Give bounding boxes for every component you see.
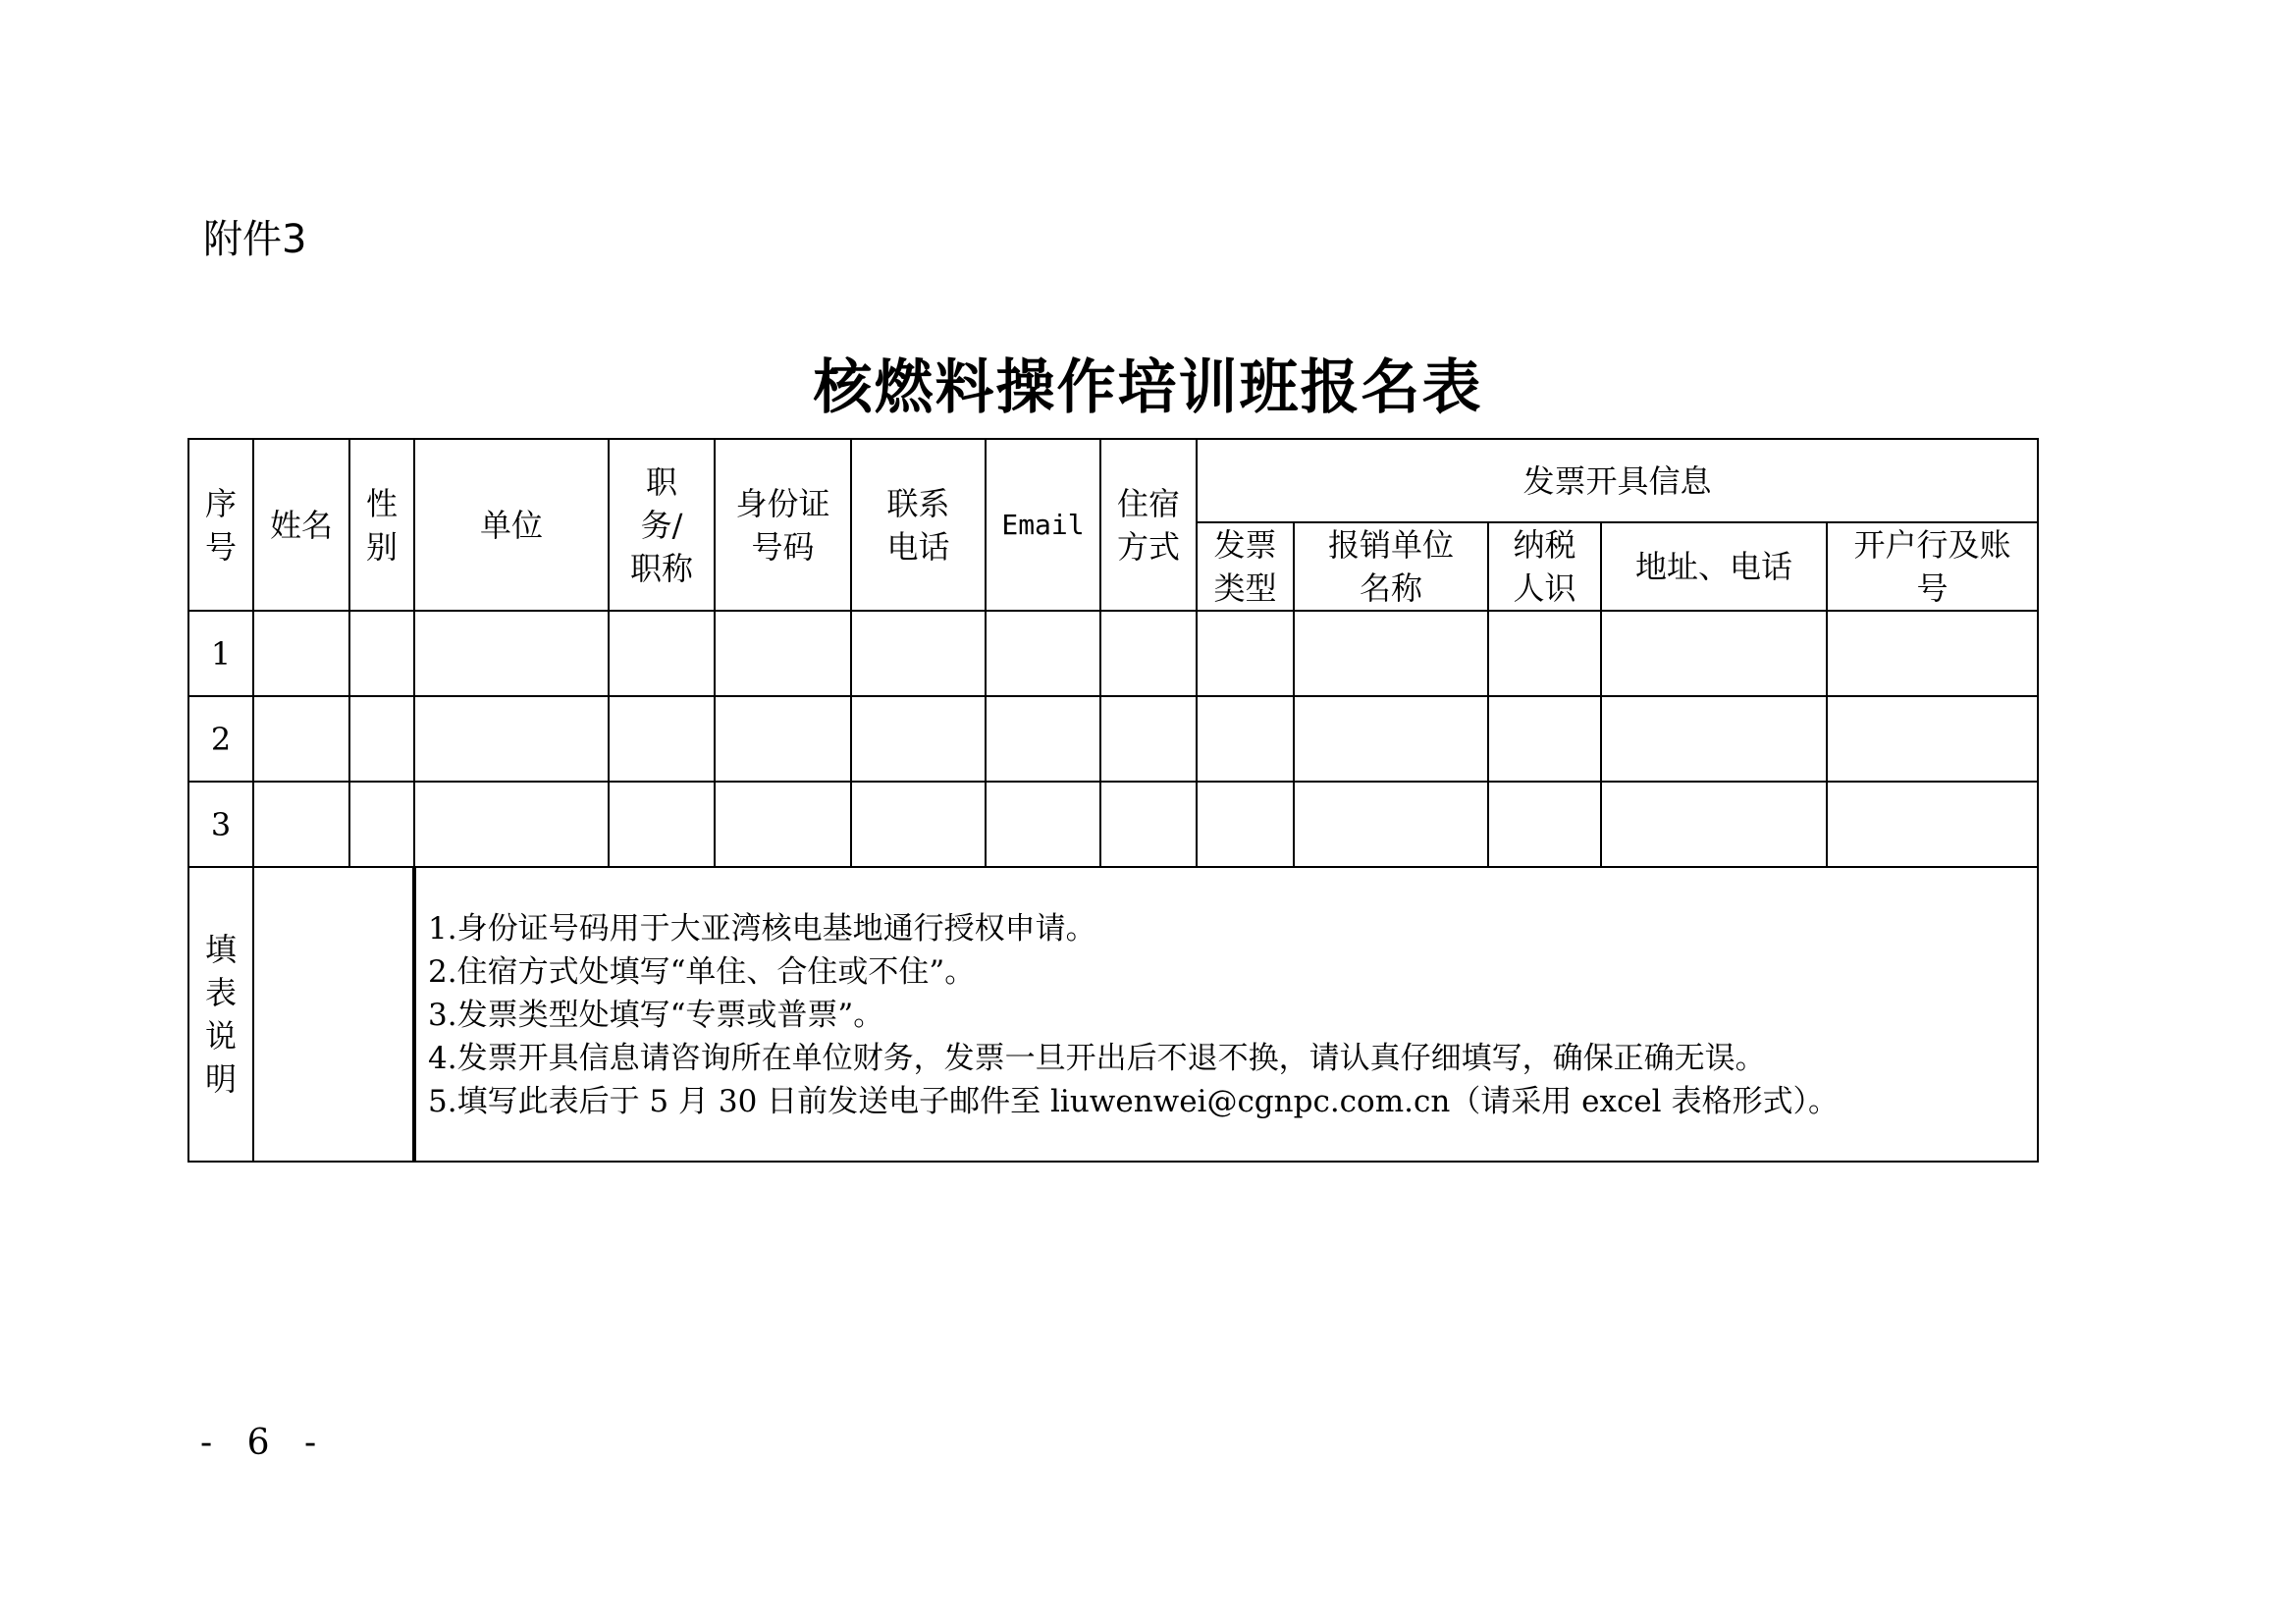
header-accommodation: 住宿方式 — [1100, 439, 1197, 611]
cell-gender[interactable] — [349, 611, 414, 696]
cell-phone[interactable] — [851, 696, 986, 782]
cell-bank-account[interactable] — [1827, 611, 2038, 696]
attachment-label: 附件3 — [203, 217, 307, 262]
cell-email[interactable] — [986, 782, 1100, 867]
cell-accommodation[interactable] — [1100, 696, 1197, 782]
cell-bank-account[interactable] — [1827, 782, 2038, 867]
table-row — [188, 611, 2038, 696]
header-seq: 序号 — [188, 439, 253, 611]
cell-phone[interactable] — [851, 782, 986, 867]
table-row — [188, 782, 2038, 867]
cell-invoice-type[interactable] — [1197, 611, 1294, 696]
cell-name[interactable] — [253, 611, 349, 696]
cell-position[interactable] — [609, 696, 715, 782]
cell-unit[interactable] — [414, 611, 609, 696]
cell-unit[interactable] — [414, 696, 609, 782]
cell-name[interactable] — [253, 696, 349, 782]
note-item: 4.发票开具信息请咨询所在单位财务，发票一旦开出后不退不换，请认真仔细填写，确保正确无误。 — [428, 1041, 1766, 1076]
header-unit: 单位 — [414, 439, 609, 611]
header-bank-account: 开户行及账号 — [1827, 522, 2038, 611]
header-reimburse-unit: 报销单位名称 — [1294, 522, 1488, 611]
header-name: 姓名 — [253, 439, 349, 611]
cell-gender[interactable] — [349, 782, 414, 867]
cell-id-number[interactable] — [715, 611, 851, 696]
cell-address-phone[interactable] — [1601, 696, 1827, 782]
cell-reimburse-unit[interactable] — [1294, 611, 1488, 696]
notes-content — [414, 867, 2038, 1162]
page-number: - 6 - — [200, 1423, 329, 1463]
note-item: 1.身份证号码用于大亚湾核电基地通行授权申请。 — [428, 911, 1096, 947]
header-invoice-group: 发票开具信息 — [1197, 439, 2038, 522]
cell-reimburse-unit[interactable] — [1294, 696, 1488, 782]
note-item: 2.住宿方式处填写“单住、合住或不住”。 — [428, 954, 976, 990]
notes-row — [188, 867, 2038, 1162]
notes-label: 填表说明 — [188, 867, 253, 1162]
note-item: 5.填写此表后于 5 月 30 日前发送电子邮件至 liuwenwei@cgnpc.com.cn（请采用 excel 表格形式）。 — [428, 1084, 1839, 1119]
header-gender: 性别 — [349, 439, 414, 611]
cell-email[interactable] — [986, 611, 1100, 696]
form-title: 核燃料操作培训班报名表 — [813, 353, 1483, 422]
header-phone: 联系电话 — [851, 439, 986, 611]
cell-invoice-type[interactable] — [1197, 782, 1294, 867]
cell-unit[interactable] — [414, 782, 609, 867]
header-invoice-type: 发票类型 — [1197, 522, 1294, 611]
header-taxpayer-id: 纳税人识 — [1488, 522, 1601, 611]
header-id-number: 身份证号码 — [715, 439, 851, 611]
row-number: 1 — [188, 611, 253, 696]
note-item: 3.发票类型处填写“专票或普票”。 — [428, 998, 884, 1033]
cell-position[interactable] — [609, 782, 715, 867]
header-address-phone: 地址、电话 — [1601, 522, 1827, 611]
cell-id-number[interactable] — [715, 782, 851, 867]
cell-accommodation[interactable] — [1100, 782, 1197, 867]
cell-position[interactable] — [609, 611, 715, 696]
cell-accommodation[interactable] — [1100, 611, 1197, 696]
cell-name[interactable] — [253, 782, 349, 867]
cell-taxpayer-id[interactable] — [1488, 611, 1601, 696]
cell-invoice-type[interactable] — [1197, 696, 1294, 782]
table-row — [188, 696, 2038, 782]
cell-reimburse-unit[interactable] — [1294, 782, 1488, 867]
header-position: 职务/职称 — [609, 439, 715, 611]
cell-id-number[interactable] — [715, 696, 851, 782]
cell-taxpayer-id[interactable] — [1488, 696, 1601, 782]
row-number: 3 — [188, 782, 253, 867]
cell-bank-account[interactable] — [1827, 696, 2038, 782]
notes-spacer-cell — [253, 867, 414, 1162]
cell-email[interactable] — [986, 696, 1100, 782]
cell-address-phone[interactable] — [1601, 782, 1827, 867]
cell-address-phone[interactable] — [1601, 611, 1827, 696]
header-email: Email — [986, 439, 1100, 611]
registration-table — [187, 438, 2039, 1163]
cell-taxpayer-id[interactable] — [1488, 782, 1601, 867]
row-number: 2 — [188, 696, 253, 782]
cell-gender[interactable] — [349, 696, 414, 782]
cell-phone[interactable] — [851, 611, 986, 696]
